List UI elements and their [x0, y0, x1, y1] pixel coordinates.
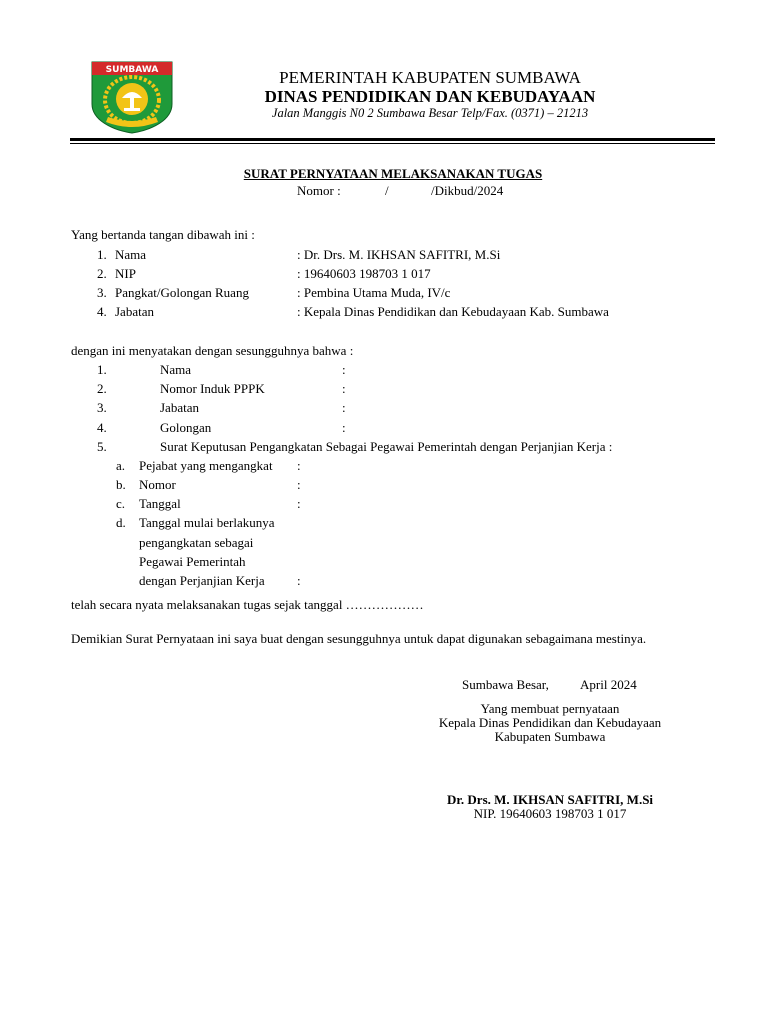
- signer-field-value: : Dr. Drs. M. IKHSAN SAFITRI, M.Si: [297, 247, 501, 262]
- signer-field-value: : Kepala Dinas Pendidikan dan Kebudayaan Kab. Sumbawa: [297, 304, 609, 319]
- signer-field-value: : 19640603 198703 1 017: [297, 266, 431, 281]
- header-address: Jalan Manggis N0 2 Sumbawa Besar Telp/Fax. (0371) – 21213: [271, 106, 589, 120]
- employee-field-label: Golongan: [160, 420, 212, 435]
- employee-field-number: 1.: [97, 362, 107, 377]
- signer-field-value: : Pembina Utama Muda, IV/c: [297, 285, 451, 300]
- signatory-nip: NIP. 19640603 198703 1 017: [473, 806, 627, 821]
- sk-field-colon: :: [297, 496, 301, 511]
- employee-field-number: 3.: [97, 400, 107, 415]
- sk-field-letter: a.: [116, 458, 126, 473]
- signature-role-1: Yang membuat pernyataan: [480, 701, 620, 716]
- signer-field-label: Pangkat/Golongan Ruang: [115, 285, 249, 300]
- sk-field-colon: :: [297, 477, 301, 492]
- signature-role-3: Kabupaten Sumbawa: [494, 729, 606, 744]
- sk-field-letter: d.: [116, 515, 126, 530]
- sk-field-continuation: Pegawai Pemerintah: [139, 554, 246, 569]
- employee-field-label: Jabatan: [160, 400, 199, 415]
- sk-field-colon: :: [297, 573, 301, 588]
- employee-field-colon: :: [342, 381, 346, 396]
- header-government: PEMERINTAH KABUPATEN SUMBAWA: [279, 68, 581, 87]
- employee-field-number: 2.: [97, 381, 107, 396]
- employee-field-label: Nomor Induk PPPK: [160, 381, 265, 396]
- sk-field-label: Nomor: [139, 477, 176, 492]
- signer-field-label: Nama: [115, 247, 147, 262]
- header-divider-thin: [70, 143, 715, 144]
- signer-field-number: 4.: [97, 304, 107, 319]
- sk-field-letter: c.: [116, 496, 126, 511]
- duty-sentence: telah secara nyata melaksanakan tugas sejak tanggal ………………: [71, 597, 424, 612]
- signer-field-number: 3.: [97, 285, 107, 300]
- sk-field-colon: :: [297, 458, 301, 473]
- document-title: SURAT PERNYATAAN MELAKSANAKAN TUGAS: [243, 166, 543, 181]
- nomor-separator: /: [385, 183, 389, 198]
- signer-field-label: NIP: [115, 266, 136, 281]
- logo-text: SUMBAWA: [105, 65, 159, 75]
- signature-date: April 2024: [580, 677, 637, 692]
- signer-field-number: 2.: [97, 266, 107, 281]
- signature-place: Sumbawa Besar,: [462, 677, 549, 692]
- employee-field-number: 5.: [97, 439, 107, 454]
- nomor-suffix: /Dikbud/2024: [431, 183, 504, 198]
- employee-field-colon: :: [342, 362, 346, 377]
- sk-field-continuation: pengangkatan sebagai: [139, 535, 254, 550]
- employee-field-label: Surat Keputusan Pengangkatan Sebagai Pegawai Pemerintah dengan Perjanjian Kerja :: [160, 439, 613, 454]
- signatory-name: Dr. Drs. M. IKHSAN SAFITRI, M.Si: [446, 792, 654, 807]
- employee-field-number: 4.: [97, 420, 107, 435]
- header-divider-thick: [70, 138, 715, 141]
- signer-field-number: 1.: [97, 247, 107, 262]
- header-department: DINAS PENDIDIKAN DAN KEBUDAYAAN: [264, 87, 596, 106]
- sk-field-continuation: dengan Perjanjian Kerja: [139, 573, 265, 588]
- signature-role-2: Kepala Dinas Pendidikan dan Kebudayaan: [438, 715, 662, 730]
- sk-field-letter: b.: [116, 477, 126, 492]
- closing-statement: Demikian Surat Pernyataan ini saya buat dengan sesungguhnya untuk dapat digunakan sebagaimana mestinya.: [71, 631, 647, 646]
- sumbawa-emblem-logo: [88, 60, 176, 134]
- employee-field-colon: :: [342, 400, 346, 415]
- employee-field-colon: :: [342, 420, 346, 435]
- signer-field-label: Jabatan: [115, 304, 154, 319]
- sk-field-label: Tanggal: [139, 496, 181, 511]
- statement-intro: dengan ini menyatakan dengan sesungguhnya bahwa :: [71, 343, 354, 358]
- sk-field-label: Tanggal mulai berlakunya: [139, 515, 275, 530]
- intro-text: Yang bertanda tangan dibawah ini :: [71, 227, 255, 242]
- sk-field-label: Pejabat yang mengangkat: [139, 458, 273, 473]
- nomor-label: Nomor :: [297, 183, 341, 198]
- employee-field-label: Nama: [160, 362, 192, 377]
